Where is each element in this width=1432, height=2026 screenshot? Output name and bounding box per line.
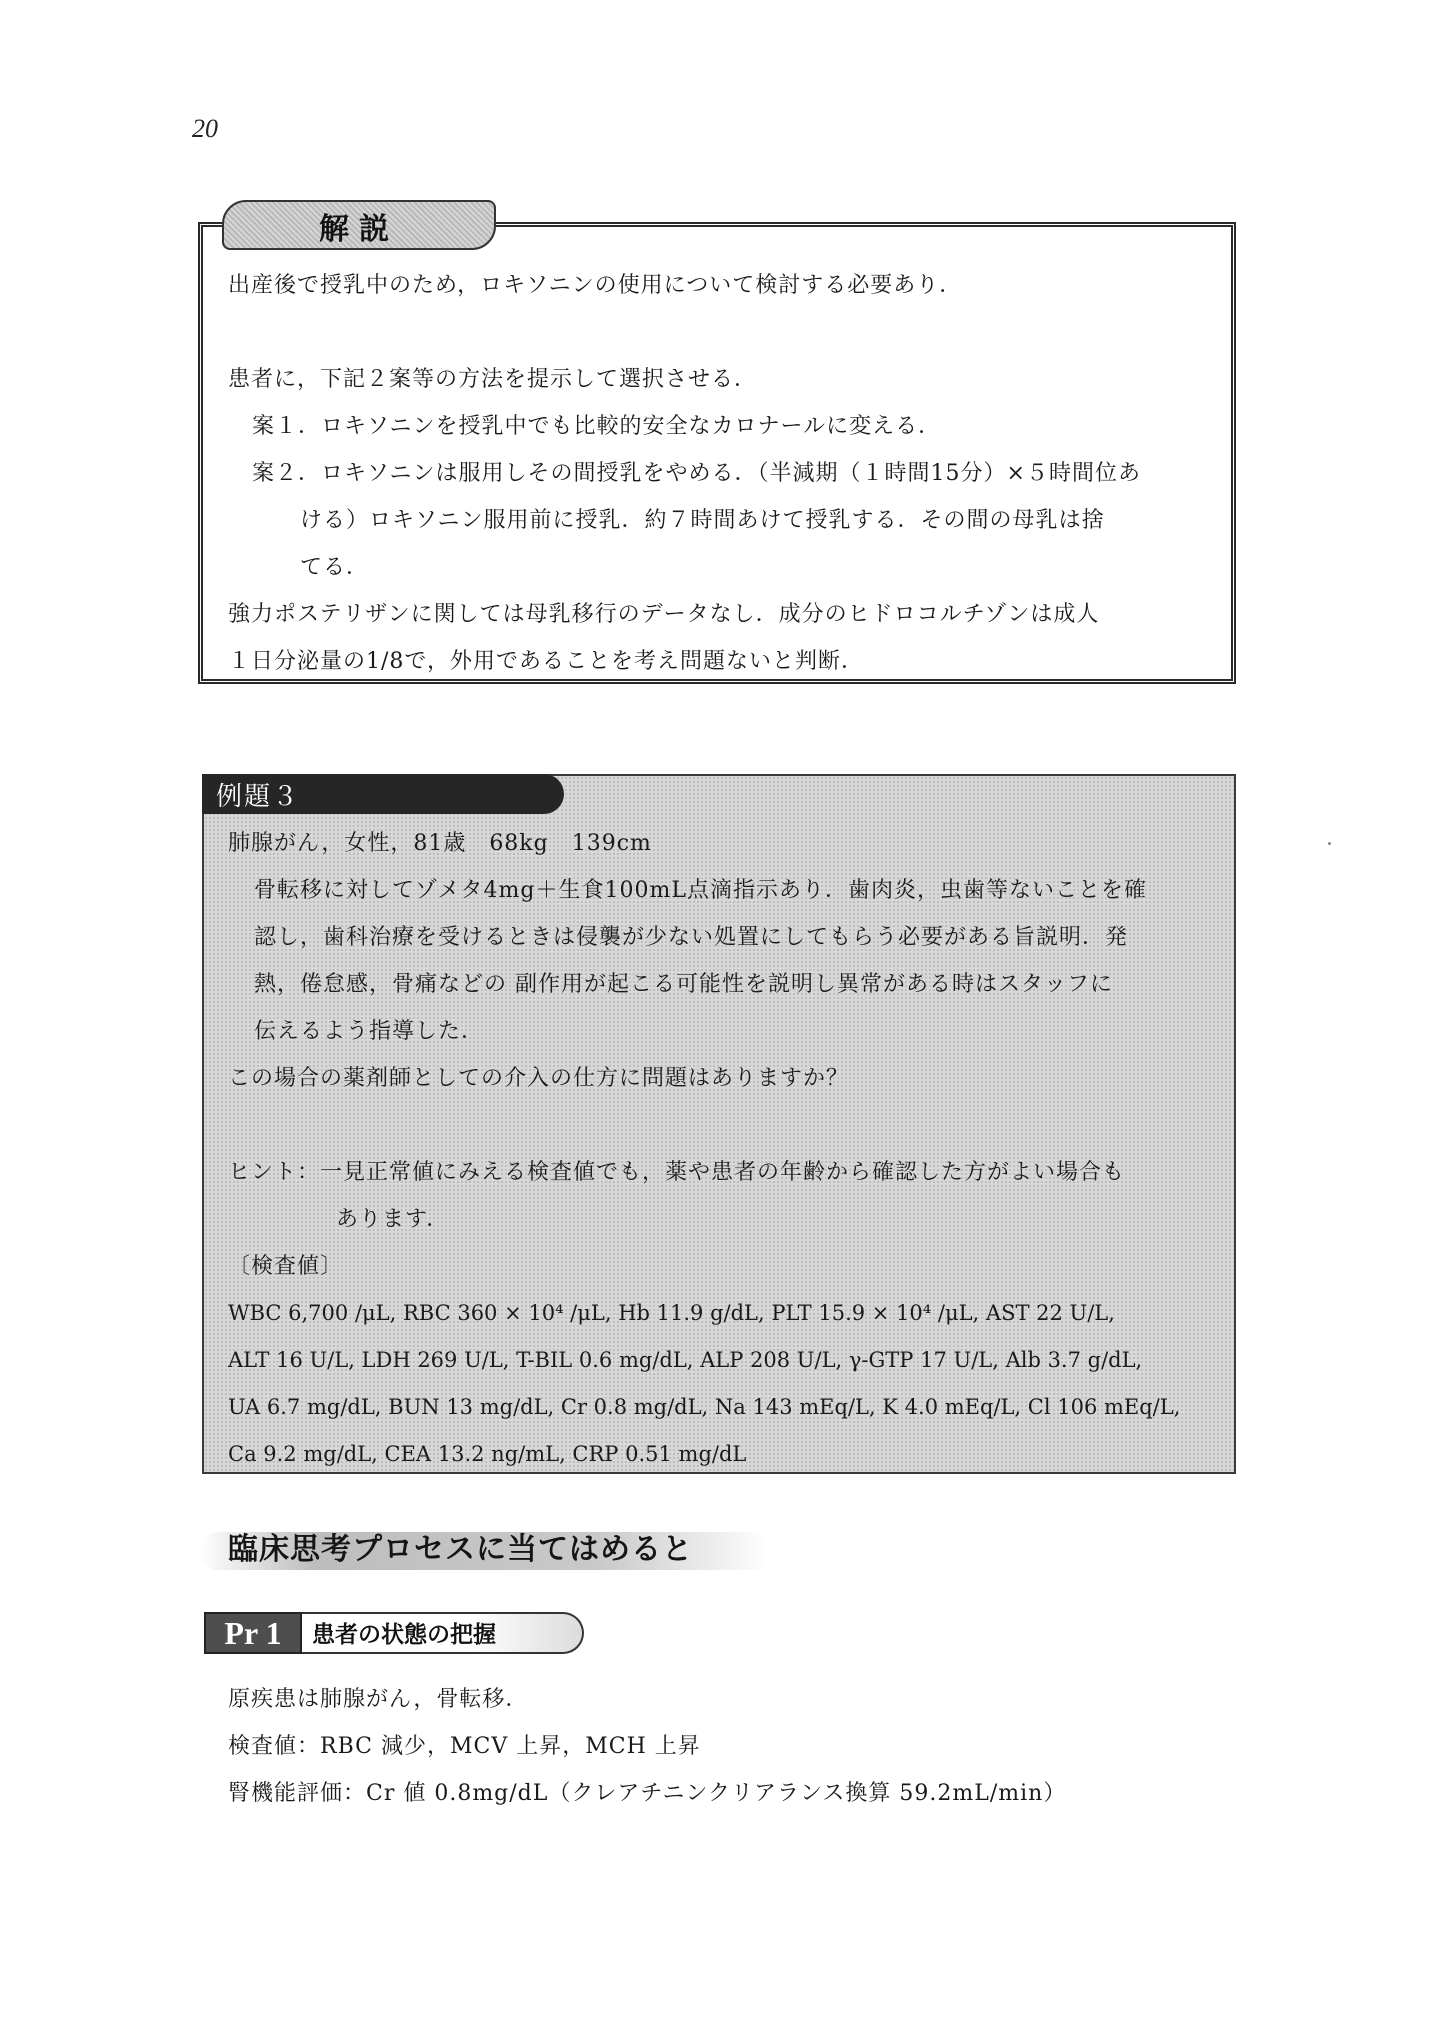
lab-values-line: Ca 9.2 mg/dL, CEA 13.2 ng/mL, CRP 0.51 mg/dL [228,1442,747,1466]
body-line: 検査値：RBC 減少，MCV 上昇，MCH 上昇 [228,1734,701,1759]
commentary-line: 強力ポステリザンに関しては母乳移行のデータなし．成分のヒドロコルチゾンは成人 [228,602,1100,627]
commentary-line: 出産後で授乳中のため，ロキソニンの使用について検討する必要あり． [228,273,963,298]
lab-values-line: ALT 16 U/L, LDH 269 U/L, T-BIL 0.6 mg/dL, ALP 208 U/L, γ-GTP 17 U/L, Alb 3.7 g/dL, [228,1348,1143,1372]
print-speck [1328,842,1331,845]
commentary-option-1: 案１．ロキソニンを授乳中でも比較的安全なカロナールに変える． [252,414,942,439]
commentary-option-2: 案２．ロキソニンは服用しその間授乳をやめる．（半減期（１時間15分）×５時間位あ [252,461,1141,486]
example-question: この場合の薬剤師としての介入の仕方に問題はありますか？ [228,1066,850,1091]
section-heading: 臨床思考プロセスに当てはめると [228,1532,693,1567]
example-tab [202,774,564,814]
lab-values-line: UA 6.7 mg/dL, BUN 13 mg/dL, Cr 0.8 mg/dL, Na 143 mEq/L, K 4.0 mEq/L, Cl 106 mEq/L, [228,1395,1181,1419]
hint-line: あります． [336,1207,450,1232]
lab-values-label: 〔検査値〕 [228,1254,344,1279]
body-line: 腎機能評価：Cr 値 0.8mg/dL（クレアチニンクリアランス換算 59.2mL/min） [228,1781,1067,1806]
commentary-title: 解説 [319,212,399,247]
commentary-line: てる． [300,555,370,580]
commentary-tab [222,200,496,250]
example-line: 伝えるよう指導した． [254,1019,485,1044]
commentary-line: １日分泌量の1/8で，外用であることを考え問題ないと判断． [228,649,864,674]
example-title: 例題３ [216,782,301,812]
body-line: 原疾患は肺腺がん，骨転移． [228,1687,529,1712]
pr1-title: 患者の状態の把握 [312,1622,496,1648]
blank-line [228,1102,1228,1149]
example-line: 熱，倦怠感，骨痛などの 副作用が起こる可能性を説明し異常がある時はスタッフに [254,972,1113,997]
commentary-line: 患者に，下記２案等の方法を提示して選択させる． [228,367,758,392]
hint-line: ヒント：一見正常値にみえる検査値でも，薬や患者の年齢から確認した方がよい場合も [228,1160,1126,1185]
page-number: 20 [192,114,218,143]
blank-line [228,309,1218,356]
lab-values-line: WBC 6,700 /μL, RBC 360 × 10⁴ /μL, Hb 11.9 g/dL, PLT 15.9 × 10⁴ /μL, AST 22 U/L, [228,1301,1115,1325]
example-text [228,820,1228,1478]
commentary-line: ける）ロキソニン服用前に授乳．約７時間あけて授乳する．その間の母乳は捨 [300,508,1105,533]
patient-summary: 肺腺がん，女性，81歳 68kg 139cm [228,831,652,856]
example-line: 骨転移に対してゾメタ4mg＋生食100mL点滴指示あり．歯肉炎，虫歯等ないことを確 [254,878,1147,903]
example-line: 認し，歯科治療を受けるときは侵襲が少ない処置にしてもらう必要がある旨説明．発 [254,925,1129,950]
pr1-badge: Pr 1 [204,1612,302,1654]
pr1-body [228,1676,1228,1817]
commentary-text [228,262,1218,685]
